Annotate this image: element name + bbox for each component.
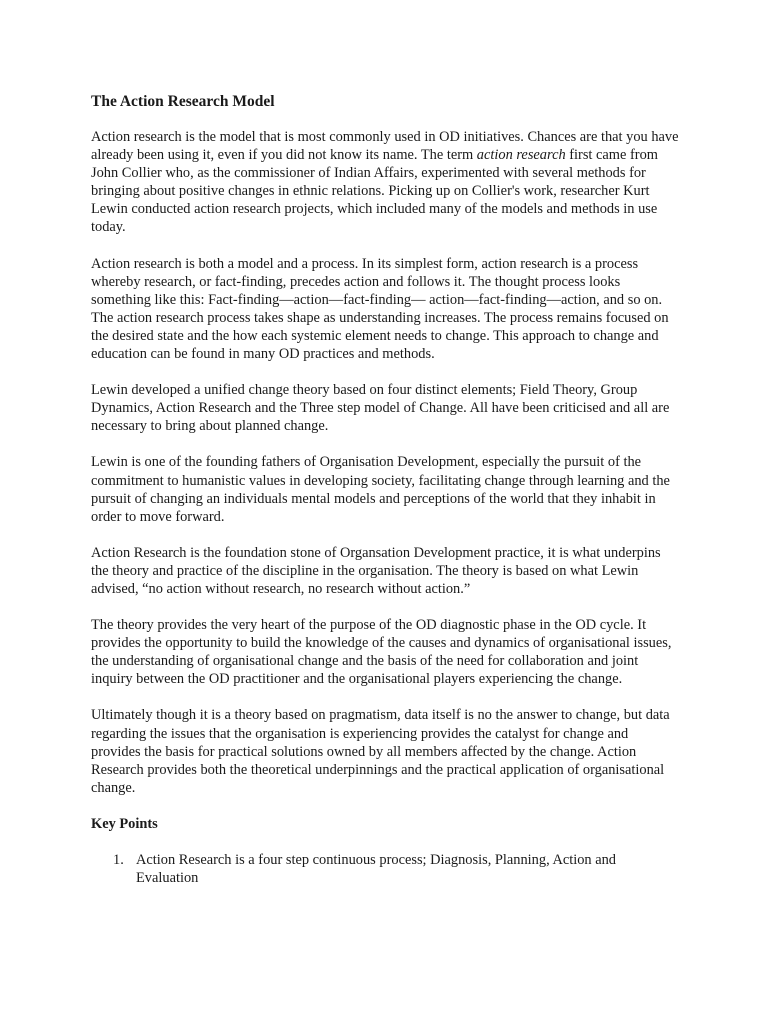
emphasized-text: action research: [476, 147, 566, 164]
body-paragraph: [91, 128, 681, 237]
paragraph-text: Action research is the model that is most commonly used in OD initiatives. Chances are that you have already been using it, even if you did not know its name. The term: [91, 129, 679, 164]
document-page: [91, 92, 681, 887]
key-points-heading: Key Points: [91, 815, 158, 832]
key-point-number: 1.: [113, 851, 124, 868]
paragraph-text: Action research is both a model and a process. In its simplest form, action research is a process whereby research, or fact-finding, precedes action and follows it. The thought process looks something like this: Fact-finding—action—fact-finding— action—fact-finding—action, and so on. The action research process takes shape as understanding increases. The process remains focused on the desired state and the how each systemic element needs to change. This approach to change and education can be found in many OD practices and methods.: [91, 255, 669, 363]
body-paragraph: [91, 255, 681, 364]
paragraph-text: Ultimately though it is a theory based on pragmatism, data itself is no the answer to change, but data regarding the issues that the organisation is experiencing provides the catalyst for change and provides the basis for practical solutions owned by all members affected by the change. Action Research provides both the theoretical underpinnings and the practical application of organisational change.: [91, 707, 670, 796]
paragraph-text: The theory provides the very heart of the purpose of the OD diagnostic phase in the OD cycle. It provides the opportunity to build the knowledge of the causes and dynamics of organisational issues, the understanding of organisational change and the basis of the need for collaboration and joint inquiry between the OD practitioner and the organisational players experiencing the change.: [91, 617, 672, 688]
paragraph-text: Lewin developed a unified change theory based on four distinct elements; Field Theory, Group Dynamics, Action Research and the Three step model of Change. All have been criticised and all are necessary to bring about planned change.: [91, 382, 670, 435]
paragraph-text: first came from John Collier who, as the commissioner of Indian Affairs, experimented with several methods for bringing about positive changes in ethnic relations. Picking up on Collier's work, researcher Kurt Lewin conducted action research projects, which included many of the models and methods in use today.: [91, 147, 658, 236]
body-paragraph: [91, 706, 681, 796]
body-paragraph: [91, 453, 681, 525]
body-paragraphs: [91, 128, 681, 797]
paragraph-text: Action Research is the foundation stone of Organsation Development practice, it is what underpins the theory and practice of the discipline in the organisation. The theory is based on what Lewin advised, “no action without research, no research without action.”: [91, 544, 661, 597]
body-paragraph: [91, 381, 681, 435]
body-paragraph: [91, 544, 681, 598]
paragraph-text: Lewin is one of the founding fathers of Organisation Development, especially the pursuit of the commitment to humanistic values in developing society, facilitating change through learning and the pursuit of changing an individuals mental models and perceptions of the world that they inhabit in order to move forward.: [91, 454, 670, 525]
document-title: The Action Research Model: [91, 93, 275, 110]
key-points-list: [91, 851, 681, 887]
key-point-item: [91, 851, 681, 887]
body-paragraph: [91, 616, 681, 688]
key-point-text: Action Research is a four step continuous process; Diagnosis, Planning, Action and Evaluation: [136, 851, 617, 886]
